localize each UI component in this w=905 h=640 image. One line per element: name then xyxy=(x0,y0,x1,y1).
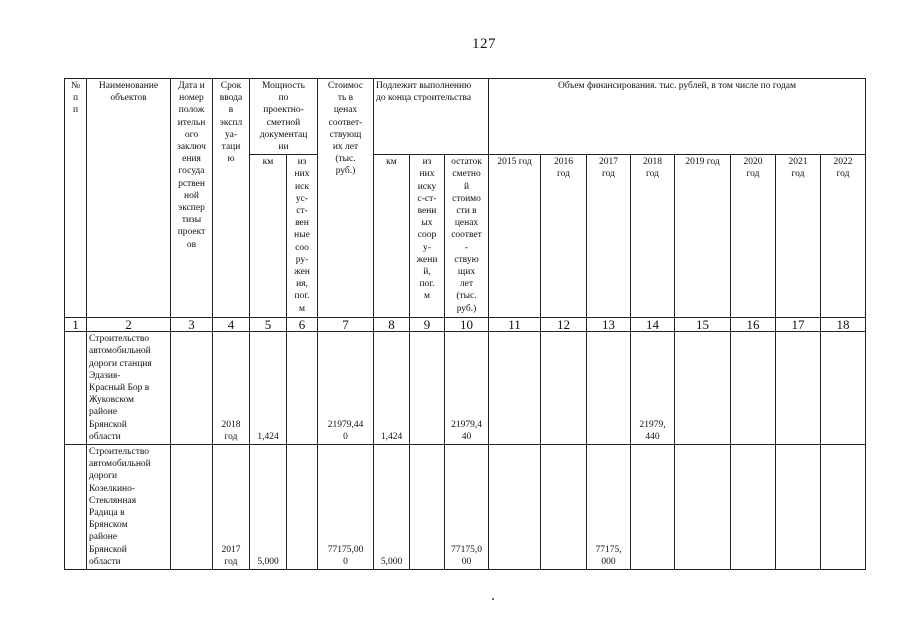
column-number: 2 xyxy=(87,318,171,332)
remaining-artificial-cell xyxy=(410,332,445,445)
expertise-date-cell xyxy=(171,445,213,570)
column-number: 12 xyxy=(541,318,587,332)
power-km: 1,424 xyxy=(250,332,287,445)
expertise-date-cell xyxy=(171,332,213,445)
year-2020-cell xyxy=(731,445,776,570)
header-row-top xyxy=(65,79,866,155)
year-2018-cell xyxy=(631,445,675,570)
commissioning-term: 2017 год xyxy=(213,445,250,570)
header-expertise-date: Дата и номер полож ительн ого заключ ения госуда рствен ной экспер тизы проект ов xyxy=(171,79,213,318)
header-year-2015: 2015 год xyxy=(489,155,541,318)
column-number: 8 xyxy=(374,318,410,332)
header-remaining-cost: остаток сметно й стоимо сти в ценах соответ - ствую щих лет (тыс. руб.) xyxy=(445,155,489,318)
header-funding: Объем финансирования. тыс. рублей, в том числе по годам xyxy=(489,79,866,155)
remaining-km: 5,000 xyxy=(374,445,410,570)
header-cost: Стоимос ть в ценах соответ- ствующ их лет (тыс. руб.) xyxy=(318,79,374,318)
header-num: № п п xyxy=(65,79,87,318)
header-year-2022: 2022 год xyxy=(821,155,866,318)
header-remaining: Подлежит выполнению до конца строительства xyxy=(374,79,489,155)
cost-value: 21979,44 0 xyxy=(318,332,374,445)
header-power: Мощность по проектно- сметной документац ии xyxy=(250,79,318,155)
header-power-artificial: из них иск ус- ст- вен ные соо ру- жен ия, пог. м xyxy=(287,155,318,318)
column-number: 6 xyxy=(287,318,318,332)
object-name: Строительство автомобильной дороги Козелкино- Стеклянная Радица в Брянском районе Брянской области xyxy=(87,445,171,570)
column-number: 13 xyxy=(587,318,631,332)
header-commissioning-term: Срок ввода в экспл уа- таци ю xyxy=(213,79,250,318)
header-remaining-artificial: из них иску с-ст- вени ых соор у- жени й, пог. м xyxy=(410,155,445,318)
column-number: 14 xyxy=(631,318,675,332)
year-2022-cell xyxy=(821,445,866,570)
row-num-cell xyxy=(65,332,87,445)
power-artificial-cell xyxy=(287,445,318,570)
column-number: 9 xyxy=(410,318,445,332)
remaining-artificial-cell xyxy=(410,445,445,570)
year-2017-cell xyxy=(587,332,631,445)
header-year-2017: 2017 год xyxy=(587,155,631,318)
row-num-cell xyxy=(65,445,87,570)
column-number: 3 xyxy=(171,318,213,332)
header-name: Наименование объектов xyxy=(87,79,171,318)
power-artificial-cell xyxy=(287,332,318,445)
commissioning-term: 2018 год xyxy=(213,332,250,445)
column-number: 7 xyxy=(318,318,374,332)
column-number: 15 xyxy=(675,318,731,332)
header-year-2019: 2019 год xyxy=(675,155,731,318)
cost-value: 77175,00 0 xyxy=(318,445,374,570)
power-km: 5,000 xyxy=(250,445,287,570)
object-name: Строительство автомобильной дороги станция Эдазия- Красный Бор в Жуковском районе Брянской области xyxy=(87,332,171,445)
column-number: 18 xyxy=(821,318,866,332)
column-number: 5 xyxy=(250,318,287,332)
column-number: 11 xyxy=(489,318,541,332)
table-row xyxy=(65,332,866,445)
header-power-km: км xyxy=(250,155,287,318)
year-2017-value: 77175, 000 xyxy=(587,445,631,570)
year-2020-cell xyxy=(731,332,776,445)
column-number: 4 xyxy=(213,318,250,332)
header-year-2016: 2016 год xyxy=(541,155,587,318)
column-number: 10 xyxy=(445,318,489,332)
year-2019-cell xyxy=(675,445,731,570)
header-remaining-km: км xyxy=(374,155,410,318)
year-2021-cell xyxy=(776,445,821,570)
header-year-2018: 2018 год xyxy=(631,155,675,318)
header-year-2020: 2020 год xyxy=(731,155,776,318)
year-2015-cell xyxy=(489,332,541,445)
page-number: 127 xyxy=(472,36,496,52)
remaining-cost: 77175,0 00 xyxy=(445,445,489,570)
year-2015-cell xyxy=(489,445,541,570)
year-2016-cell xyxy=(541,445,587,570)
remaining-km: 1,424 xyxy=(374,332,410,445)
year-2018-value: 21979, 440 xyxy=(631,332,675,445)
remaining-cost: 21979,4 40 xyxy=(445,332,489,445)
year-2022-cell xyxy=(821,332,866,445)
column-number: 17 xyxy=(776,318,821,332)
column-number-row xyxy=(65,318,866,332)
column-number: 1 xyxy=(65,318,87,332)
year-2021-cell xyxy=(776,332,821,445)
table-row xyxy=(65,445,866,570)
year-2019-cell xyxy=(675,332,731,445)
financing-table xyxy=(64,78,866,570)
stray-mark xyxy=(492,598,494,600)
header-year-2021: 2021 год xyxy=(776,155,821,318)
year-2016-cell xyxy=(541,332,587,445)
column-number: 16 xyxy=(731,318,776,332)
